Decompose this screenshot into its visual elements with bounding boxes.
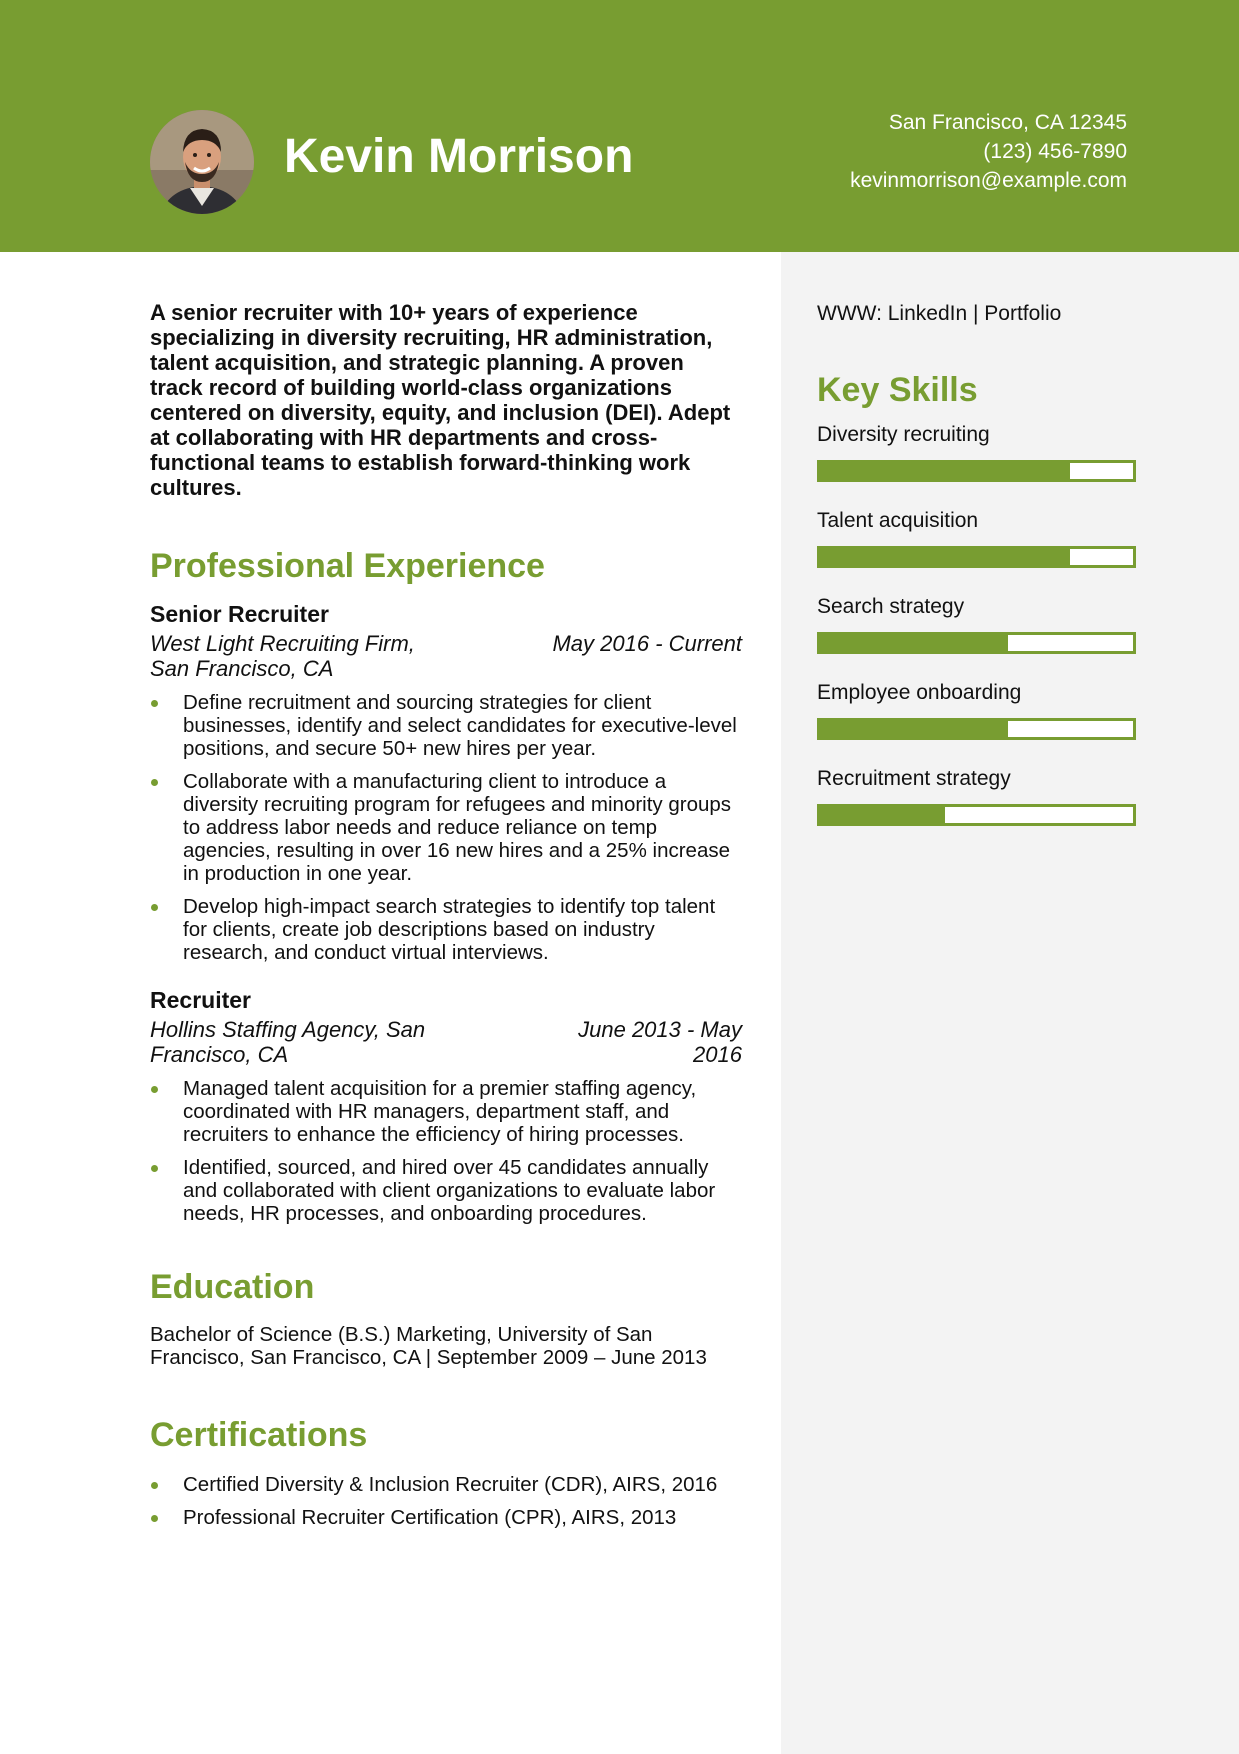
skill-level-fill bbox=[820, 463, 1070, 479]
list-item: Professional Recruiter Certification (CPR), AIRS, 2013 bbox=[150, 1506, 742, 1529]
address-text: San Francisco, CA 12345 bbox=[888, 111, 1127, 134]
certification-list bbox=[150, 1473, 742, 1529]
skill-level-fill bbox=[820, 721, 1008, 737]
list-item: Identified, sourced, and hired over 45 candidates annually and collaborated with client organizations to evaluate labor needs, HR processes, and onboarding procedures. bbox=[150, 1156, 742, 1225]
skill-item bbox=[817, 508, 1137, 568]
avatar-portrait bbox=[150, 110, 254, 214]
list-item: Develop high-impact search strategies to identify top talent for clients, create job descriptions based on industry research, and conduct virtual interviews. bbox=[150, 895, 742, 964]
job-bullets bbox=[150, 1077, 742, 1225]
skill-level-fill bbox=[820, 807, 945, 823]
key-skills-heading: Key Skills bbox=[817, 371, 978, 409]
skill-item bbox=[817, 766, 1137, 826]
skill-item bbox=[817, 680, 1137, 740]
job-title: Recruiter bbox=[150, 987, 251, 1013]
job-dates: May 2016 - Current bbox=[552, 631, 742, 656]
skill-level-bar bbox=[817, 546, 1136, 568]
experience-heading: Professional Experience bbox=[150, 547, 545, 585]
skill-level-fill bbox=[820, 549, 1070, 565]
skill-label: Search strategy bbox=[817, 595, 965, 618]
skill-level-fill bbox=[820, 635, 1008, 651]
main-column bbox=[150, 300, 742, 1539]
skill-label: Talent acquisition bbox=[817, 509, 979, 532]
education-entry: Bachelor of Science (B.S.) Marketing, University of San Francisco, San Francisco, CA | September 2009 – June 2013 bbox=[150, 1323, 707, 1369]
job-bullets bbox=[150, 691, 742, 964]
skill-level-bar bbox=[817, 632, 1136, 654]
professional-summary: A senior recruiter with 10+ years of experience specializing in diversity recruiting, HR administration, talent acquisition, and strategic planning. A proven track record of building world-class organizations centered on diversity, equity, and inclusion (DEI). Adept at collaborating with HR departments and cross-functional teams to establish forward-thinking work cultures. bbox=[150, 300, 731, 500]
job-meta bbox=[150, 631, 742, 681]
company-location: Hollins Staffing Agency, San Francisco, CA bbox=[150, 1017, 426, 1067]
job-entry bbox=[150, 600, 742, 964]
skill-level-bar bbox=[817, 460, 1136, 482]
skill-label: Recruitment strategy bbox=[817, 767, 1011, 790]
web-links[interactable]: WWW: LinkedIn | Portfolio bbox=[817, 302, 1062, 325]
email-link[interactable]: kevinmorrison@example.com bbox=[850, 169, 1127, 192]
job-meta bbox=[150, 1017, 742, 1067]
skill-level-bar bbox=[817, 804, 1136, 826]
company-location: West Light Recruiting Firm, San Francisco, CA bbox=[150, 631, 415, 681]
phone-text: (123) 456-7890 bbox=[983, 140, 1127, 163]
skill-label: Diversity recruiting bbox=[817, 423, 990, 446]
profile-photo bbox=[150, 110, 254, 214]
list-item: Certified Diversity & Inclusion Recruiter (CDR), AIRS, 2016 bbox=[150, 1473, 742, 1496]
candidate-name: Kevin Morrison bbox=[284, 130, 634, 183]
job-entry bbox=[150, 986, 742, 1225]
resume-header bbox=[0, 0, 1239, 252]
list-item: Managed talent acquisition for a premier staffing agency, coordinated with HR managers, department staff, and recruiters to enhance the efficiency of hiring processes. bbox=[150, 1077, 742, 1146]
education-heading: Education bbox=[150, 1268, 315, 1306]
certifications-heading: Certifications bbox=[150, 1416, 368, 1454]
skill-level-bar bbox=[817, 718, 1136, 740]
list-item: Define recruitment and sourcing strategies for client businesses, identify and select candidates for executive-level positions, and secure 50+ new hires per year. bbox=[150, 691, 742, 760]
list-item: Collaborate with a manufacturing client to introduce a diversity recruiting program for refugees and minority groups to address labor needs and reduce reliance on temp agencies, resulting in over 16 new hires and a 25% increase in production in one year. bbox=[150, 770, 742, 885]
job-dates: June 2013 - May 2016 bbox=[578, 1017, 742, 1067]
skill-item bbox=[817, 422, 1137, 482]
skills-list bbox=[817, 422, 1137, 826]
skill-item bbox=[817, 594, 1137, 654]
skill-label: Employee onboarding bbox=[817, 681, 1022, 704]
job-title: Senior Recruiter bbox=[150, 601, 329, 627]
sidebar-content bbox=[817, 300, 1137, 852]
contact-info bbox=[850, 108, 1127, 195]
